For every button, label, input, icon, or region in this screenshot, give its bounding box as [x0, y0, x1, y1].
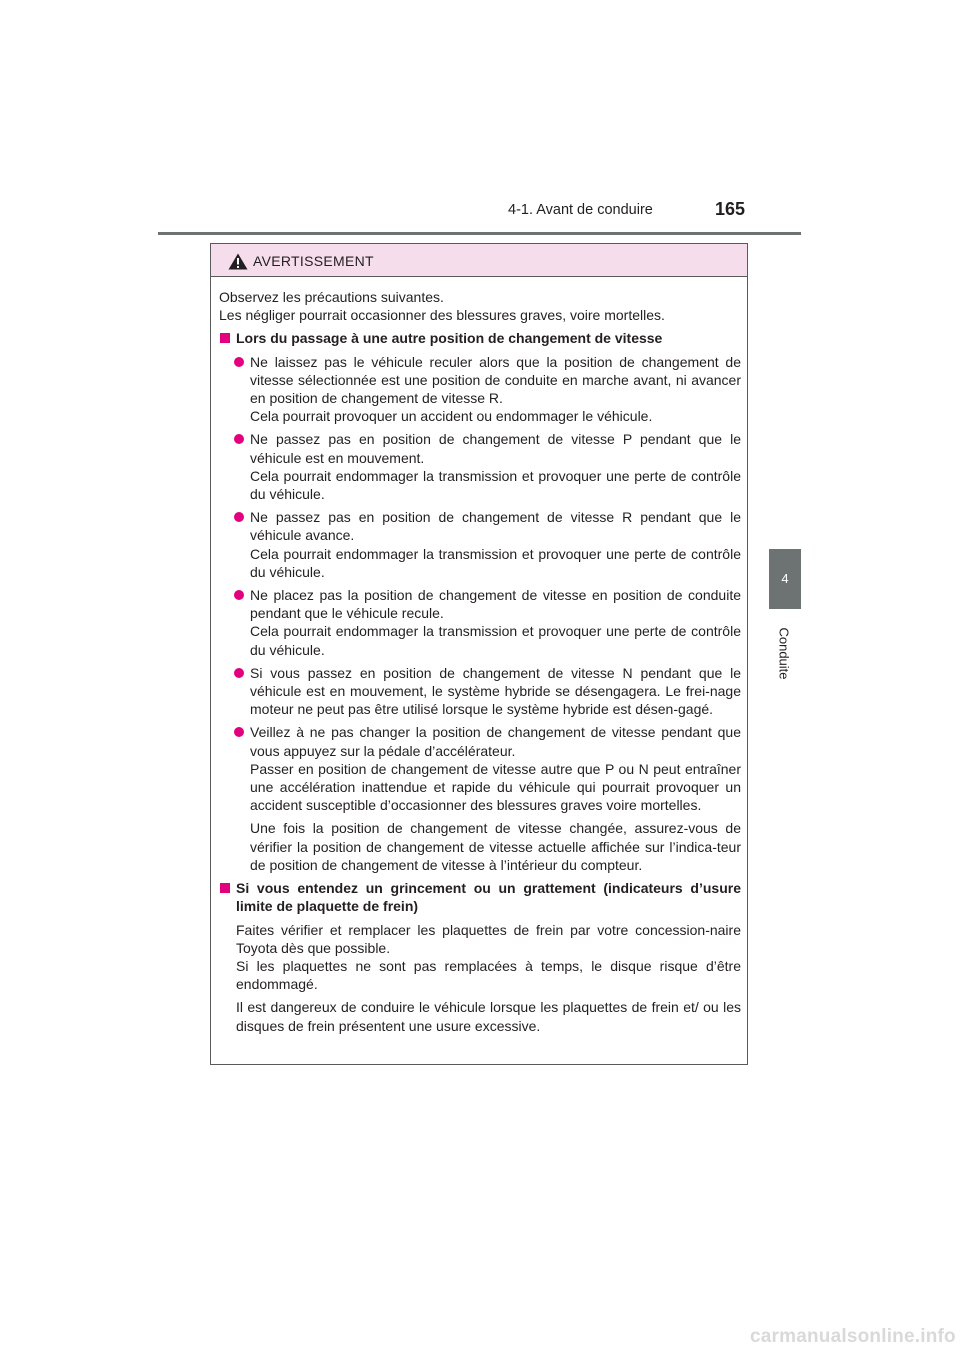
paragraph-line: Faites vérifier et remplacer les plaquettes de frein par votre concession-naire Toyota dès que possible.	[236, 921, 741, 956]
section-text	[236, 921, 741, 1035]
warning-box	[210, 243, 748, 1065]
warning-body	[211, 277, 747, 1035]
list-item	[219, 586, 741, 659]
warning-triangle-icon	[228, 253, 248, 270]
item-text: Cela pourrait endommager la transmission et provoquer une perte de contrôle du véhicule.	[250, 623, 741, 658]
item-text: Une fois la position de changement de vitesse changée, assurez-vous de vérifier la position de changement de vitesse actuelle affichée sur l’indica-teur de position de changement de vitesse à l’intérieur du compteur.	[250, 820, 741, 873]
item-text: Ne passez pas en position de changement de vitesse R pendant que le véhicule avance.	[250, 509, 741, 544]
chapter-label-text: Conduite	[776, 626, 792, 680]
item-text: Cela pourrait endommager la transmission et provoquer une perte de contrôle du véhicule.	[250, 467, 741, 503]
round-bullet-icon	[234, 727, 244, 737]
item-text: Si vous passez en position de changement de vitesse N pendant que le véhicule est en mouvement, le système hybride se désengagera. Le frei-nage moteur ne peut pas être utilisé lorsque le système hybride est désen-gagé.	[250, 664, 741, 718]
item-text: Veillez à ne pas changer la position de changement de vitesse pendant que vous appuyez sur la pédale d’accélérateur.	[250, 724, 741, 759]
round-bullet-icon	[234, 668, 244, 678]
watermark-text: carmanualsonline.info	[750, 1326, 956, 1347]
section-title: 4-1. Avant de conduire	[508, 202, 653, 218]
round-bullet-icon	[234, 512, 244, 522]
paragraph	[236, 998, 741, 1034]
intro-line: Observez les précautions suivantes.	[219, 289, 444, 305]
item-text: Ne placez pas la position de changement de vitesse en position de conduite pendant que le véhicule recule.	[250, 587, 741, 622]
square-bullet-icon	[220, 883, 230, 893]
intro-line: Les négliger pourrait occasionner des blessures graves, voire mortelles.	[219, 307, 665, 324]
list-item	[219, 353, 741, 426]
round-bullet-icon	[234, 590, 244, 600]
item-text: Ne passez pas en position de changement de vitesse P pendant que le véhicule est en mouvement.	[250, 431, 741, 466]
paragraph-line: Il est dangereux de conduire le véhicule lorsque les plaquettes de frein et/ ou les disques de frein présentent une usure excessive.	[236, 999, 741, 1034]
header-rule	[158, 232, 801, 235]
section-title-brake-pads: Si vous entendez un grincement ou un grattement (indicateurs d’usure limite de plaquette de frein)	[236, 880, 741, 915]
item-text: Cela pourrait endommager la transmission et provoquer une perte de contrôle du véhicule.	[250, 545, 741, 580]
page-number: 165	[715, 199, 746, 219]
list-item	[219, 508, 741, 581]
paragraph-line: Si les plaquettes ne sont pas remplacées à temps, le disque risque d’être endommagé.	[236, 957, 741, 993]
round-bullet-icon	[234, 357, 244, 367]
list-item	[219, 664, 741, 719]
chapter-tab: 4	[769, 549, 801, 609]
section-gear-shift	[219, 329, 741, 347]
list-item	[219, 723, 741, 874]
item-text: Passer en position de changement de vitesse autre que P ou N peut entraîner une accélération inattendue et rapide du véhicule qui pourrait provoquer un accident susceptible d’occasionner des blessures graves voire mortelles.	[250, 760, 741, 814]
section-title-gear-shift: Lors du passage à une autre position de changement de vitesse	[236, 330, 663, 347]
chapter-label	[770, 618, 798, 688]
paragraph	[236, 921, 741, 994]
square-bullet-icon	[220, 333, 230, 343]
item-text: Ne laissez pas le véhicule reculer alors que la position de changement de vitesse sélectionnée est une position de conduite en marche avant, ni avancer en position de changement de vitesse R.	[250, 353, 741, 407]
round-bullet-icon	[234, 434, 244, 444]
warning-intro	[219, 288, 741, 324]
item-text: Cela pourrait provoquer un accident ou endommager le véhicule.	[250, 408, 653, 425]
warning-header	[211, 244, 747, 277]
section-brake-pads	[219, 879, 741, 1035]
list-item	[219, 430, 741, 503]
warning-title: AVERTISSEMENT	[253, 253, 374, 269]
